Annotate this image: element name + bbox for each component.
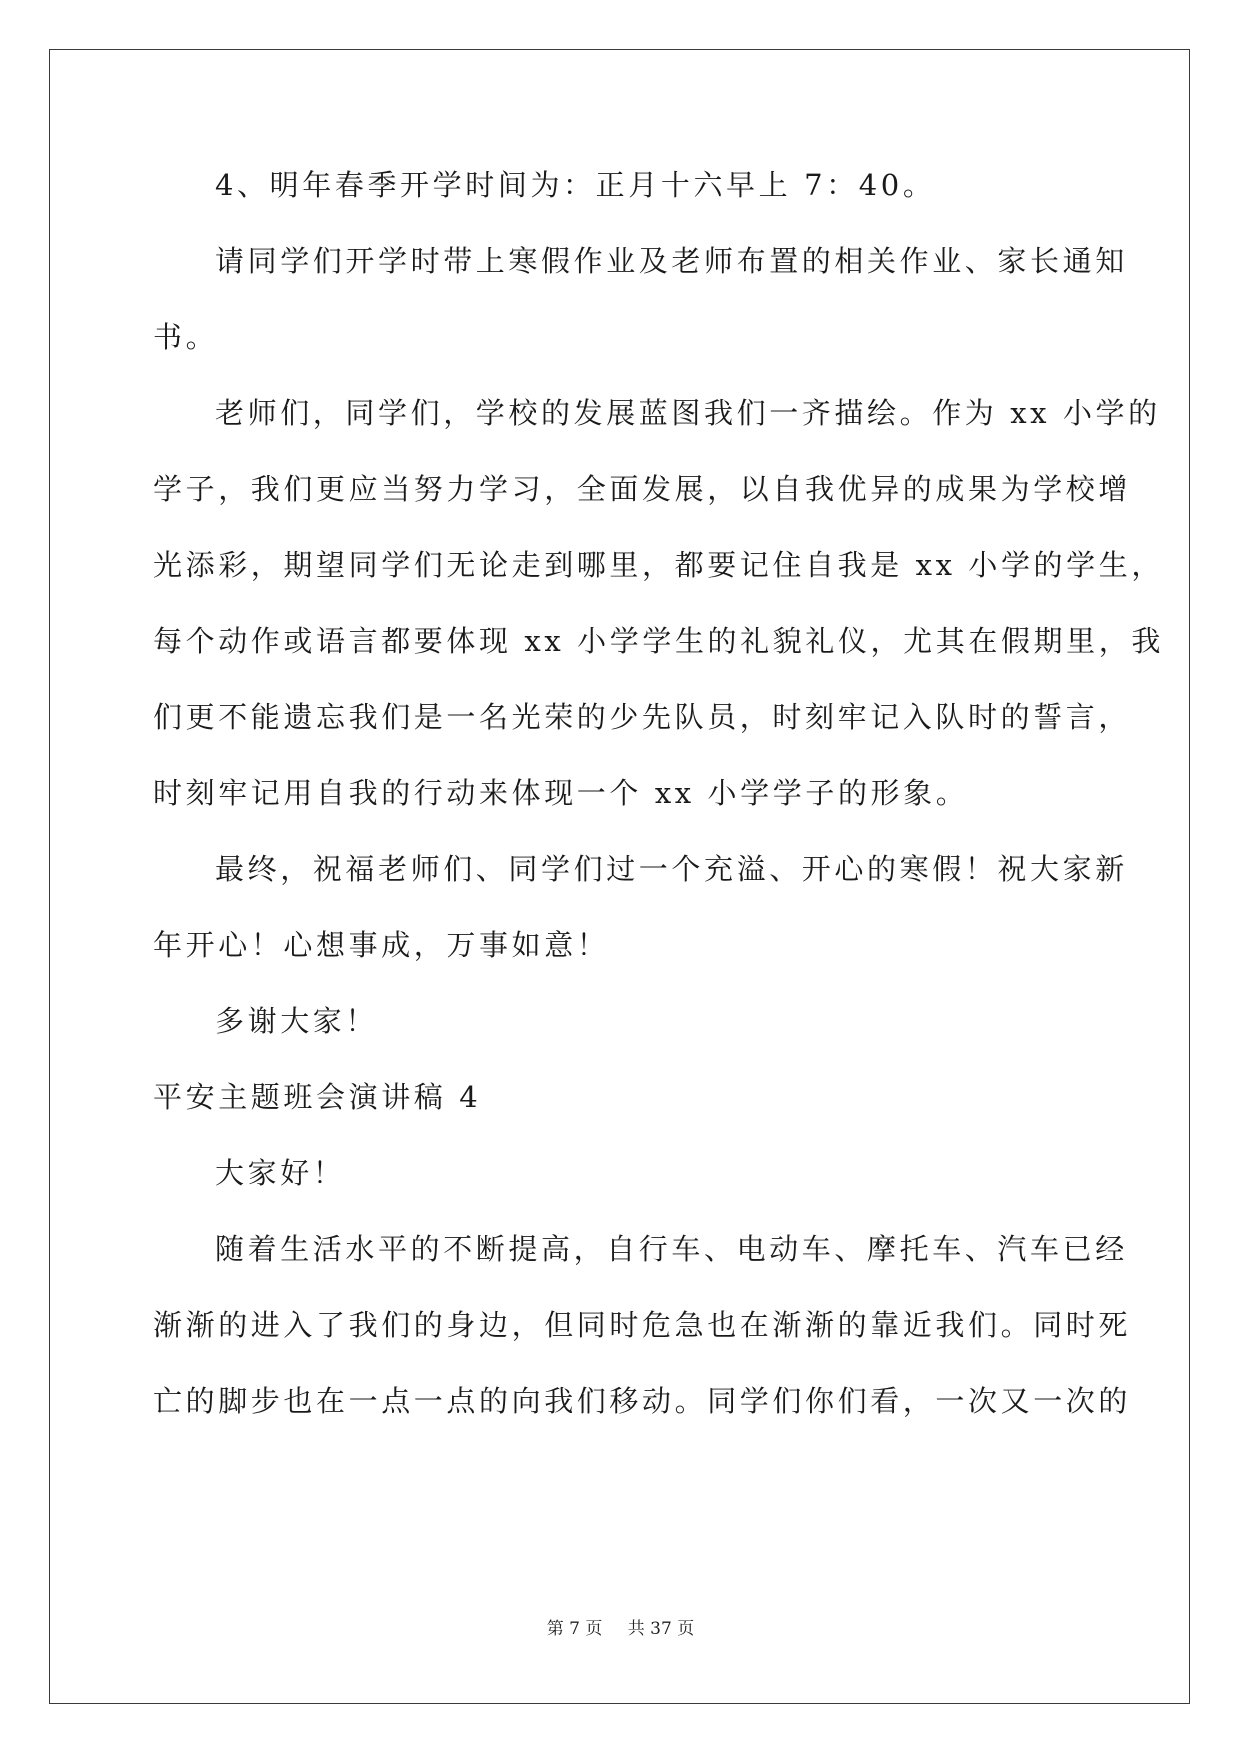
body-line-17: 亡的脚步也在一点一点的向我们移动。同学们你们看，一次又一次的	[153, 1384, 1132, 1418]
body-line-2: 请同学们开学时带上寒假作业及老师布置的相关作业、家长通知	[215, 244, 1128, 278]
page-total: 共 37 页	[627, 1619, 695, 1639]
body-line-10: 最终，祝福老师们、同学们过一个充溢、开心的寒假！祝大家新	[215, 852, 1128, 886]
body-line-14: 大家好！	[215, 1156, 346, 1190]
body-line-8: 们更不能遗忘我们是一名光荣的少先队员，时刻牢记入队时的誓言，	[153, 700, 1132, 734]
body-line-11: 年开心！心想事成，万事如意！	[153, 928, 610, 962]
page-number: 第 7 页	[546, 1619, 603, 1639]
body-line-4: 老师们，同学们，学校的发展蓝图我们一齐描绘。作为 xx 小学的	[215, 396, 1161, 430]
body-line-6: 光添彩，期望同学们无论走到哪里，都要记住自我是 xx 小学的学生，	[153, 548, 1164, 582]
body-line-7: 每个动作或语言都要体现 xx 小学学生的礼貌礼仪，尤其在假期里，我	[153, 624, 1164, 658]
body-line-1: 4、明年春季开学时间为：正月十六早上 7：40。	[215, 168, 936, 202]
body-line-5: 学子，我们更应当努力学习，全面发展，以自我优异的成果为学校增	[153, 472, 1132, 506]
section-heading: 平安主题班会演讲稿 4	[153, 1080, 482, 1114]
body-line-9: 时刻牢记用自我的行动来体现一个 xx 小学学子的形象。	[153, 776, 969, 810]
body-line-3: 书。	[153, 320, 219, 354]
page-footer	[0, 1614, 1241, 1639]
body-line-15: 随着生活水平的不断提高，自行车、电动车、摩托车、汽车已经	[215, 1232, 1128, 1266]
body-line-16: 渐渐的进入了我们的身边，但同时危急也在渐渐的靠近我们。同时死	[153, 1308, 1132, 1342]
body-line-12: 多谢大家！	[215, 1004, 379, 1038]
